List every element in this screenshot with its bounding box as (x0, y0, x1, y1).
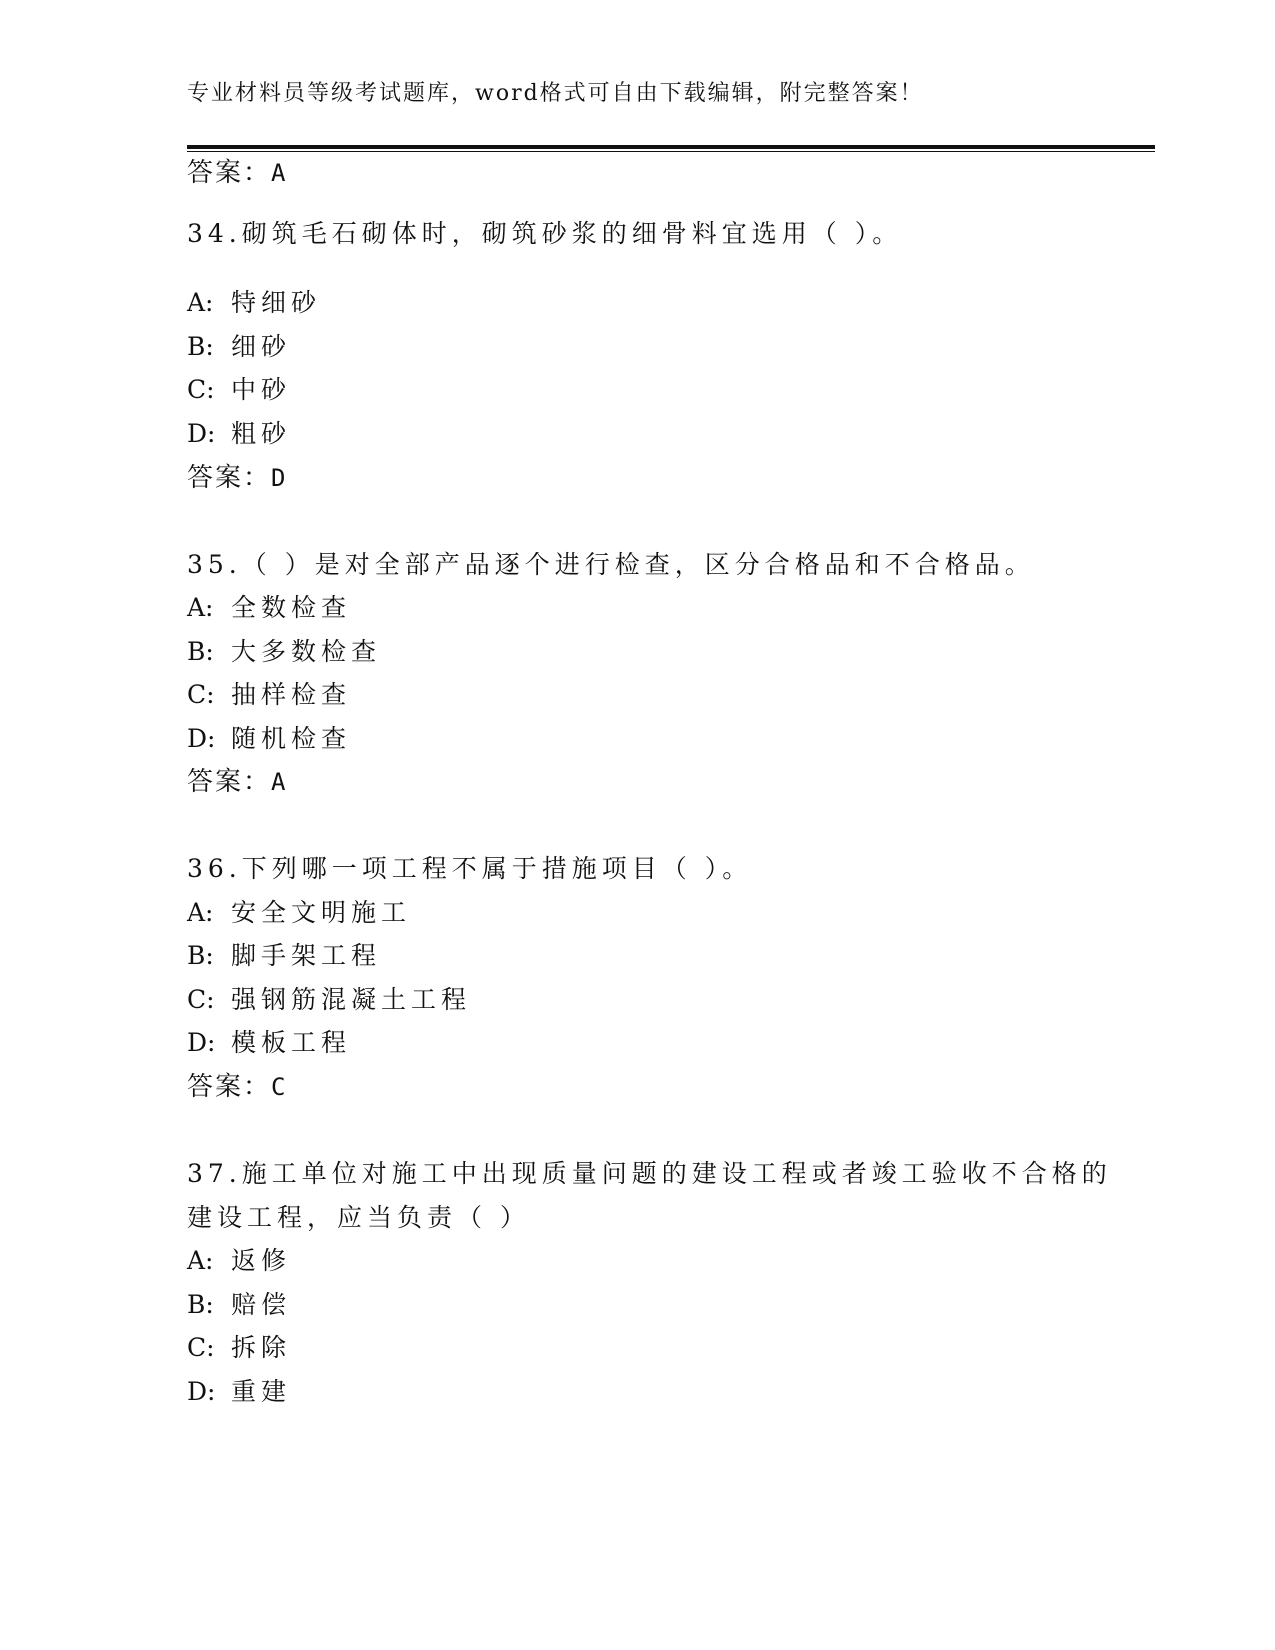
option-letter: B: (187, 941, 214, 970)
option-text: 全数检查 (231, 593, 352, 622)
option-letter: A: (187, 1246, 214, 1275)
question-stem-35: 35.（ ）是对全部产品逐个进行检查，区分合格品和不合格品。 (187, 550, 1035, 579)
header-rule-thick (187, 145, 1155, 149)
answer-value: C (271, 1073, 288, 1101)
option-35-a (187, 592, 351, 624)
option-letter: A: (187, 288, 214, 317)
option-text: 赔偿 (231, 1290, 292, 1319)
answer-prefix: 答案： (187, 158, 272, 188)
option-text: 强钢筋混凝土工程 (231, 985, 472, 1014)
option-text: 细砂 (231, 332, 292, 361)
question-stem-34: 34.砌筑毛石砌体时，砌筑砂浆的细骨料宜选用（ ）。 (187, 219, 903, 248)
option-text: 返修 (231, 1246, 292, 1275)
option-letter: C: (187, 680, 215, 709)
option-37-a (187, 1245, 291, 1277)
option-letter: D: (187, 1377, 216, 1406)
option-letter: C: (187, 375, 215, 404)
header-rule-thin (187, 151, 1155, 152)
answer-prefix: 答案： (187, 463, 272, 493)
question-stem-37-line2: 建设工程，应当负责（ ） (187, 1203, 530, 1232)
option-text: 拆除 (231, 1333, 292, 1362)
question-stem-37-line1: 37.施工单位对施工中出现质量问题的建设工程或者竣工验收不合格的 (187, 1159, 1112, 1188)
option-text: 粗砂 (231, 419, 292, 448)
option-36-c (187, 984, 471, 1016)
option-letter: A: (187, 898, 214, 927)
answer-line-q34 (187, 462, 287, 494)
answer-line-q36 (187, 1071, 287, 1103)
option-letter: B: (187, 637, 214, 666)
answer-value: A (271, 159, 288, 187)
option-letter: D: (187, 724, 216, 753)
answer-value: D (271, 464, 288, 492)
option-text: 安全文明施工 (231, 898, 412, 927)
option-36-d (187, 1027, 351, 1059)
answer-line-q33 (187, 157, 287, 189)
option-37-c (187, 1332, 291, 1364)
option-35-d (187, 723, 351, 755)
option-37-b (187, 1289, 291, 1321)
option-letter: C: (187, 985, 215, 1014)
question-stem-36: 36.下列哪一项工程不属于措施项目（ ）。 (187, 854, 753, 883)
option-36-a (187, 897, 411, 929)
option-text: 大多数检查 (231, 637, 382, 666)
answer-prefix: 答案： (187, 1072, 272, 1102)
option-text: 模板工程 (231, 1028, 352, 1057)
option-36-b (187, 940, 381, 972)
option-35-c (187, 679, 351, 711)
option-letter: C: (187, 1333, 215, 1362)
option-letter: A: (187, 593, 214, 622)
option-34-b (187, 331, 291, 363)
page-header: 专业材料员等级考试题库，word格式可自由下载编辑，附完整答案！ (187, 81, 924, 106)
option-34-c (187, 374, 291, 406)
option-letter: D: (187, 419, 216, 448)
option-34-d (187, 418, 291, 450)
option-letter: B: (187, 332, 214, 361)
answer-prefix: 答案： (187, 767, 272, 797)
option-text: 重建 (231, 1377, 292, 1406)
option-35-b (187, 636, 381, 668)
option-text: 脚手架工程 (231, 941, 382, 970)
option-34-a (187, 287, 321, 319)
option-letter: D: (187, 1028, 216, 1057)
answer-value: A (271, 768, 288, 796)
option-text: 中砂 (231, 375, 292, 404)
option-text: 特细砂 (231, 288, 322, 317)
option-37-d (187, 1376, 291, 1408)
answer-line-q35 (187, 766, 287, 798)
option-text: 抽样检查 (231, 680, 352, 709)
option-text: 随机检查 (231, 724, 352, 753)
option-letter: B: (187, 1290, 214, 1319)
